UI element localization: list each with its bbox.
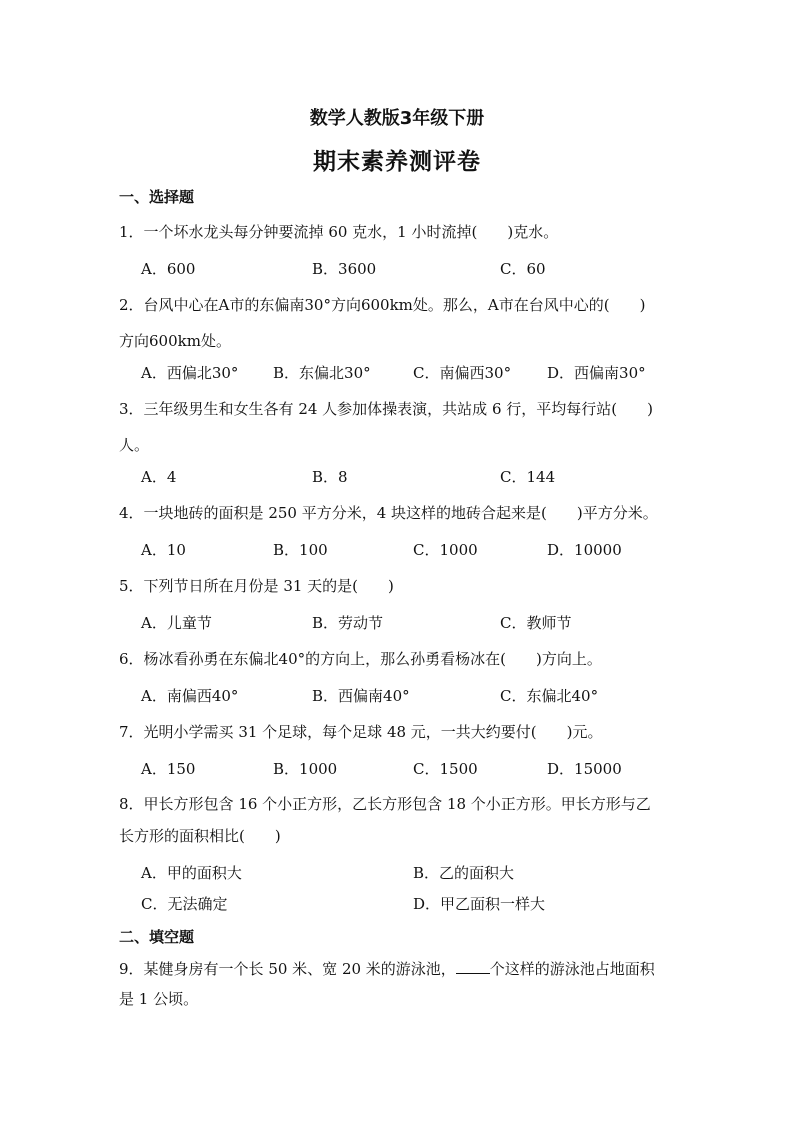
question-2-line2: 方向600km处。 — [119, 332, 231, 350]
option-a[interactable]: A．西偏北30° — [141, 364, 239, 382]
question-4 — [119, 502, 658, 523]
answer-blank[interactable] — [471, 223, 513, 241]
answer-blank[interactable] — [352, 577, 394, 595]
question-8-line2 — [119, 825, 281, 846]
question-1 — [119, 221, 558, 242]
question-6 — [119, 648, 602, 669]
option-a[interactable]: A．南偏西40° — [141, 687, 239, 705]
question-number: 8． — [119, 795, 144, 813]
question-5 — [119, 575, 394, 596]
option-b[interactable]: B．西偏南40° — [312, 687, 410, 705]
answer-blank[interactable] — [541, 504, 583, 522]
fill-blank[interactable] — [456, 959, 490, 974]
answer-blank[interactable] — [604, 296, 646, 314]
question-9 — [119, 958, 655, 979]
question-text: 长方形的面积相比 — [119, 827, 240, 845]
question-text: 杨冰看孙勇在东偏北40°的方向上，那么孙勇看杨冰在 — [143, 650, 501, 668]
question-9-line2: 是 1 公顷。 — [119, 990, 199, 1008]
option-c[interactable]: C．南偏西30° — [413, 364, 512, 382]
question-number: 9． — [119, 960, 144, 978]
question-7 — [119, 721, 603, 742]
question-text: 三年级男生和女生各有 24 人参加体操表演，共站成 6 行，平均每行站 — [143, 400, 612, 418]
question-text: 元。 — [572, 723, 603, 741]
option-c[interactable]: C．东偏北40° — [500, 687, 599, 705]
question-text: 方向上。 — [541, 650, 602, 668]
option-b[interactable]: B．劳动节 — [312, 614, 384, 632]
option-c[interactable]: C．无法确定 — [141, 895, 228, 913]
question-number: 1． — [119, 223, 144, 241]
question-number: 3． — [119, 400, 144, 418]
option-a[interactable]: A．甲的面积大 — [141, 864, 242, 882]
section-heading-choice: 一、选择题 — [119, 188, 195, 206]
option-d[interactable]: D．西偏南30° — [547, 364, 646, 382]
option-b[interactable]: B．100 — [273, 541, 328, 559]
option-b[interactable]: B．东偏北30° — [273, 364, 371, 382]
question-text: 平方分米。 — [582, 504, 658, 522]
question-text: 克水。 — [513, 223, 559, 241]
option-a[interactable]: A．600 — [141, 260, 196, 278]
option-b[interactable]: B．8 — [312, 468, 348, 486]
option-d[interactable]: D．15000 — [547, 760, 622, 778]
option-a[interactable]: A．儿童节 — [141, 614, 212, 632]
section-heading-fill: 二、填空题 — [119, 928, 195, 946]
question-8 — [119, 793, 651, 814]
question-number: 7． — [119, 723, 144, 741]
option-a[interactable]: A．150 — [141, 760, 196, 778]
option-d[interactable]: D．10000 — [547, 541, 622, 559]
question-number: 6． — [119, 650, 144, 668]
page-title: 数学人教版3年级下册 — [309, 108, 485, 129]
option-c[interactable]: C．1000 — [413, 541, 478, 559]
option-b[interactable]: B．3600 — [312, 260, 377, 278]
question-3-line2: 人。 — [119, 436, 150, 454]
question-number: 5． — [119, 577, 144, 595]
question-text: 个这样的游泳池占地面积 — [489, 960, 655, 978]
answer-blank[interactable] — [239, 827, 281, 845]
option-c[interactable]: C．60 — [500, 260, 546, 278]
question-text: 台风中心在A市的东偏南30°方向600km处。那么，A市在台风中心的 — [143, 296, 604, 314]
option-a[interactable]: A．4 — [141, 468, 177, 486]
question-text: 光明小学需买 31 个足球，每个足球 48 元，一共大约要付 — [143, 723, 531, 741]
option-c[interactable]: C．教师节 — [500, 614, 572, 632]
question-text: 甲长方形包含 16 个小正方形，乙长方形包含 18 个小正方形。甲长方形与乙 — [143, 795, 651, 813]
question-number: 4． — [119, 504, 144, 522]
answer-blank[interactable] — [500, 650, 542, 668]
question-text: 一块地砖的面积是 250 平方分米，4 块这样的地砖合起来是 — [143, 504, 542, 522]
question-number: 2． — [119, 296, 144, 314]
option-c[interactable]: C．1500 — [413, 760, 478, 778]
option-b[interactable]: B．1000 — [273, 760, 338, 778]
question-2 — [119, 294, 645, 315]
page-subtitle: 期末素养测评卷 — [313, 149, 481, 175]
question-text: 一个坏水龙头每分钟要流掉 60 克水，1 小时流掉 — [143, 223, 472, 241]
option-a[interactable]: A．10 — [141, 541, 186, 559]
question-text: 下列节日所在月份是 31 天的是 — [143, 577, 353, 595]
option-c[interactable]: C．144 — [500, 468, 556, 486]
question-text: 某健身房有一个长 50 米、宽 20 米的游泳池， — [143, 960, 456, 978]
question-3 — [119, 398, 653, 419]
option-d[interactable]: D．甲乙面积一样大 — [413, 895, 546, 913]
option-b[interactable]: B．乙的面积大 — [413, 864, 515, 882]
answer-blank[interactable] — [531, 723, 573, 741]
answer-blank[interactable] — [611, 400, 653, 418]
